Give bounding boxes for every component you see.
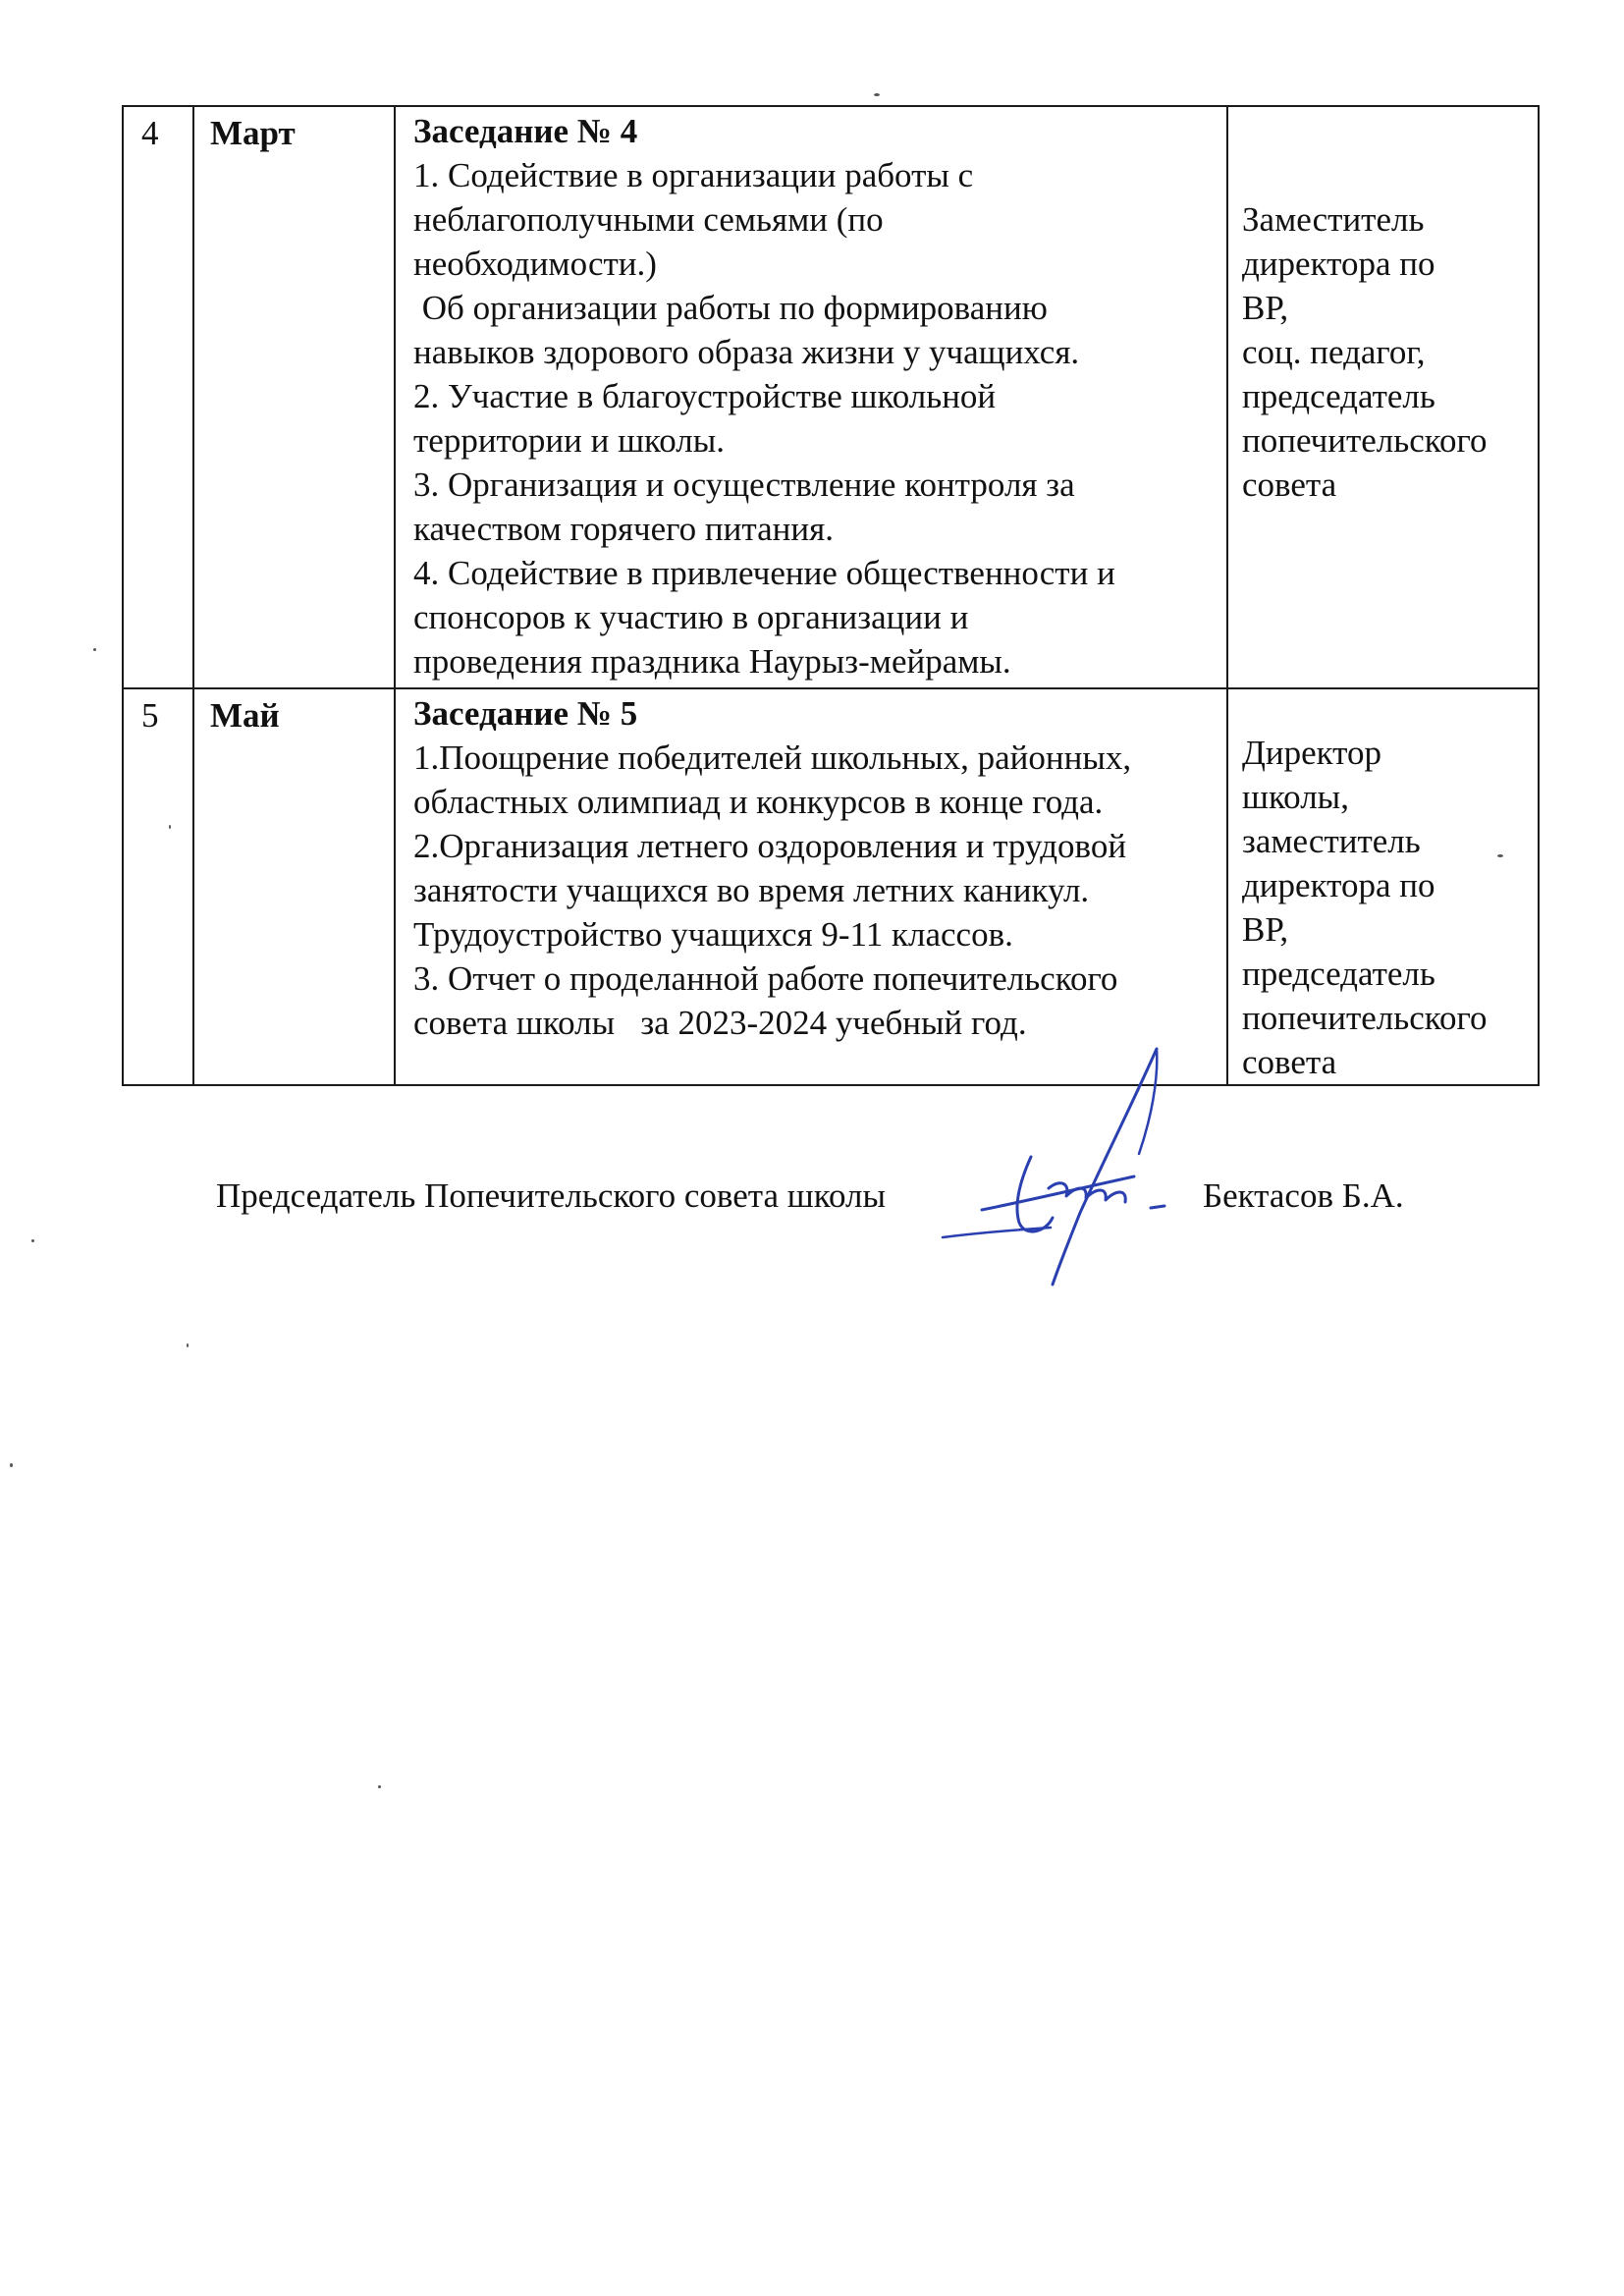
content-line: территории и школы. — [413, 421, 726, 460]
row-number-cell — [123, 106, 193, 688]
responsible-line: попечительского — [1242, 421, 1488, 460]
responsible-line: соц. педагог, — [1242, 333, 1426, 371]
handwritten-signature — [923, 1041, 1178, 1296]
content-line: навыков здорового образа жизни у учащихся. — [413, 333, 1080, 371]
scan-speck — [169, 825, 171, 829]
scan-speck — [1497, 854, 1503, 857]
responsible-line: председатель — [1242, 955, 1435, 993]
content-cell — [395, 688, 1227, 1085]
row-number-cell — [123, 688, 193, 1085]
row-number: 5 — [141, 696, 159, 735]
signatory-name: Бектасов Б.А. — [1203, 1176, 1404, 1215]
content-line: 2.Организация летнего оздоровления и трудовой — [413, 827, 1127, 865]
content-line: 1.Поощрение победителей школьных, районных, — [413, 738, 1132, 777]
responsible-cell — [1227, 688, 1539, 1085]
responsible-line: совета — [1242, 1043, 1337, 1081]
content-line: совета школы за 2023-2024 учебный год. — [413, 1004, 1027, 1042]
content-line: необходимости.) — [413, 245, 657, 283]
responsible-line: директора по — [1242, 245, 1435, 283]
responsible-line: заместитель — [1242, 822, 1421, 860]
responsible-line: директора по — [1242, 866, 1435, 904]
responsible-line: ВР, — [1242, 289, 1289, 327]
content-line: качеством горячего питания. — [413, 510, 834, 548]
content-line: неблагополучными семьями (по — [413, 200, 884, 239]
responsible-line: председатель — [1242, 377, 1435, 415]
scan-speck — [874, 93, 880, 96]
content-line: Трудоустройство учащихся 9-11 классов. — [413, 915, 1013, 954]
responsible-line: совета — [1242, 465, 1337, 504]
content-line: 3. Отчет о проделанной работе попечительского — [413, 959, 1118, 998]
table-row — [123, 106, 1539, 688]
signature-role: Председатель Попечительского совета школы — [216, 1176, 886, 1215]
responsible-line: попечительского — [1242, 999, 1488, 1037]
month-cell — [193, 688, 395, 1085]
content-cell — [395, 106, 1227, 688]
month-label: Май — [210, 696, 280, 735]
content-line: областных олимпиад и конкурсов в конце года. — [413, 783, 1104, 821]
responsible-line: Директор — [1242, 734, 1382, 772]
scan-speck — [10, 1463, 13, 1467]
content-line: 3. Организация и осуществление контроля за — [413, 465, 1075, 504]
content-line: занятости учащихся во время летних каникул. — [413, 871, 1090, 909]
plan-table — [122, 105, 1540, 1086]
content-line: 4. Содействие в привлечение общественности и — [413, 554, 1115, 592]
month-cell — [193, 106, 395, 688]
responsible-line: ВР, — [1242, 910, 1289, 949]
content-line: 2. Участие в благоустройстве школьной — [413, 377, 997, 415]
meeting-title: Заседание № 4 — [413, 112, 638, 150]
row-number: 4 — [141, 114, 159, 152]
responsible-line: Заместитель — [1242, 200, 1425, 239]
responsible-line: школы, — [1242, 778, 1349, 816]
content-line: спонсоров к участию в организации и — [413, 598, 969, 636]
responsible-cell — [1227, 106, 1539, 688]
scan-speck — [31, 1239, 34, 1242]
scan-speck — [93, 648, 96, 651]
table-row — [123, 688, 1539, 1085]
scan-speck — [378, 1785, 381, 1788]
meeting-title: Заседание № 5 — [413, 694, 638, 733]
content-line: проведения праздника Наурыз-мейрамы. — [413, 642, 1011, 681]
content-line: 1. Содействие в организации работы с — [413, 156, 974, 194]
scan-speck — [187, 1343, 189, 1347]
content-line: Об организации работы по формированию — [413, 289, 1048, 327]
month-label: Март — [210, 114, 296, 152]
